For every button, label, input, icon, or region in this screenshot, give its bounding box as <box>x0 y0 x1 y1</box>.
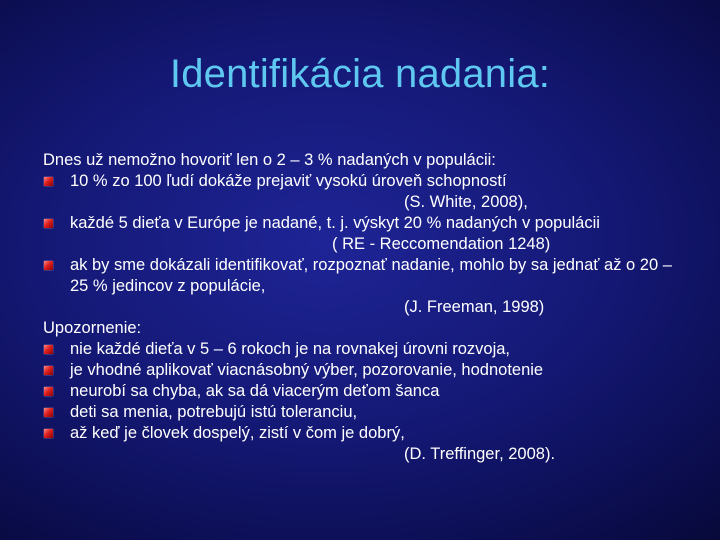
bullet-text: každé 5 dieťa v Európe je nadané, t. j. výskyt 20 % nadaných v populácii <box>70 214 600 232</box>
section-label: Upozornenie: <box>43 319 142 337</box>
bullet-text: až keď je človek dospelý, zistí v čom je dobrý, <box>70 424 405 442</box>
bullet-item <box>43 381 693 402</box>
citation: (J. Freeman, 1998) <box>404 298 545 316</box>
red-square-bullet-icon <box>44 387 53 396</box>
bullet-text: 10 % zo 100 ľudí dokáže prejaviť vysokú úroveň schopností <box>70 172 507 190</box>
bullet-item <box>43 360 693 381</box>
bullet-text: neurobí sa chyba, ak sa dá viacerým deťom šanca <box>70 382 440 400</box>
citation: (D. Treffinger, 2008). <box>404 445 556 463</box>
bullet-text: deti sa menia, potrebujú istú toleranciu, <box>70 403 358 421</box>
slide-body <box>43 150 693 465</box>
slide-title: Identifikácia nadania: <box>169 52 551 96</box>
red-square-bullet-icon <box>44 261 53 270</box>
red-square-bullet-icon <box>44 429 53 438</box>
red-square-bullet-icon <box>44 366 53 375</box>
bullet-item <box>43 402 693 423</box>
red-square-bullet-icon <box>44 345 53 354</box>
bullet-text: ak by sme dokázali identifikovať, rozpoznať nadanie, mohlo by sa jednať až o 20 – 25 % jedincov z populácie, <box>70 256 672 295</box>
bullet-text: nie každé dieťa v 5 – 6 rokoch je na rovnakej úrovni rozvoja, <box>70 340 511 358</box>
bullet-text: je vhodné aplikovať viacnásobný výber, pozorovanie, hodnotenie <box>70 361 544 379</box>
intro-text: Dnes už nemožno hovoriť len o 2 – 3 % nadaných v populácii: <box>43 151 496 169</box>
citation: (S. White, 2008), <box>404 193 528 211</box>
bullet-item <box>43 423 693 444</box>
red-square-bullet-icon <box>44 177 53 186</box>
red-square-bullet-icon <box>44 219 53 228</box>
bullet-item <box>43 213 693 234</box>
bullet-item <box>43 171 693 192</box>
bullet-item <box>43 255 693 297</box>
citation: ( RE - Reccomendation 1248) <box>332 235 551 253</box>
red-square-bullet-icon <box>44 408 53 417</box>
bullet-item <box>43 339 693 360</box>
